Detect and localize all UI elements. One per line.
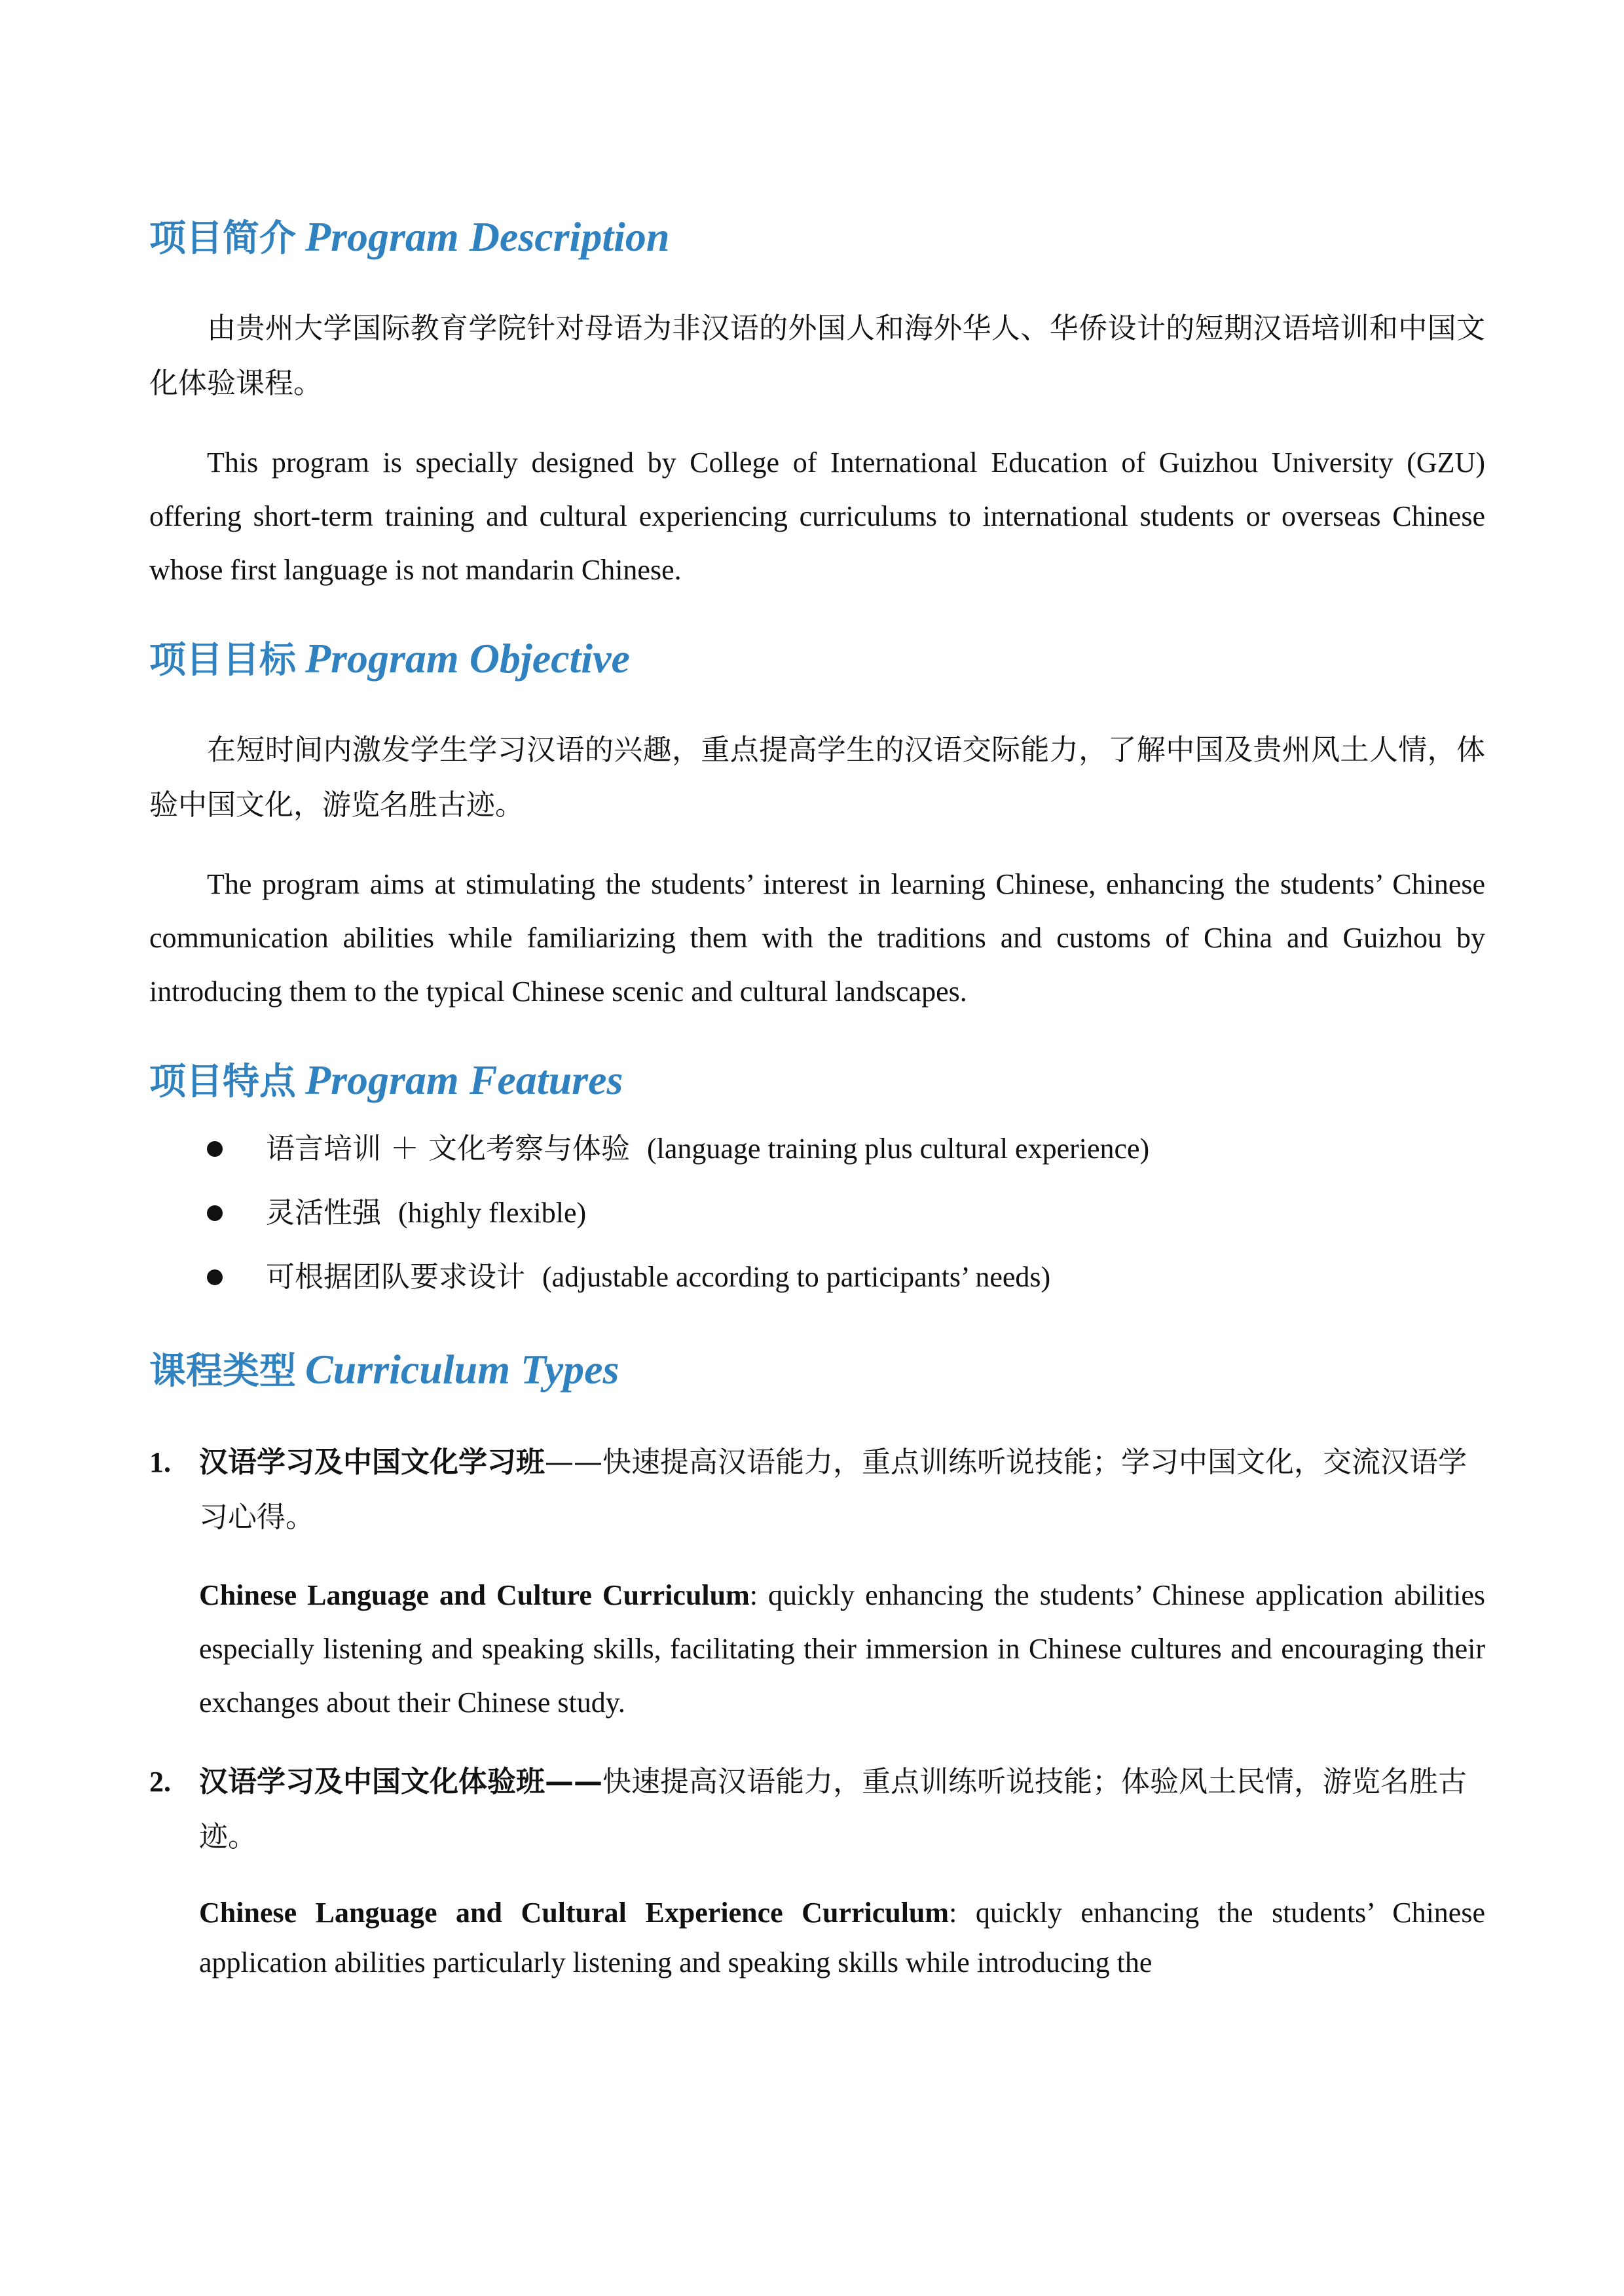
feature-en: (adjustable according to participants’ needs) xyxy=(542,1261,1051,1293)
course-title-en: Chinese Language and Culture Curriculum xyxy=(199,1579,750,1611)
document-page xyxy=(149,210,1485,1988)
course-desc-zh: ——快速提高汉语能力，重点训练听说技能；学习中国文化，交流汉语学习心得。 xyxy=(199,1446,1467,1534)
course-description-zh xyxy=(199,1435,1485,1545)
feature-zh: 灵活性强 xyxy=(266,1196,381,1230)
title-zh: 课程类型 xyxy=(149,1350,296,1393)
features-list xyxy=(149,1117,1485,1309)
title-en: Program Features xyxy=(305,1057,623,1103)
title-zh: 项目目标 xyxy=(149,639,296,682)
section-title-features xyxy=(149,1053,1485,1108)
feature-zh: 语言培训 ＋ 文化考察与体验 xyxy=(266,1132,630,1165)
course-desc-en: : quickly enhancing the students’ Chinese application abilities particularly listening and speaking skills while introducing the xyxy=(199,1897,1485,1978)
course-desc-en: : quickly enhancing the students’ Chinese application abilities especially listening and speaking skills, facilitating their immersion in Chinese cultures and encouraging their exchanges about their Chinese study. xyxy=(199,1579,1485,1719)
bullet-dot-icon xyxy=(207,1205,223,1221)
course-item-2 xyxy=(149,1755,1485,1988)
feature-en: (highly flexible) xyxy=(398,1197,587,1229)
course-title-zh: 汉语学习及中国文化学习班 xyxy=(199,1446,545,1479)
list-item xyxy=(149,1245,1485,1309)
description-paragraph-en: This program is specially designed by College of International Education of Guizhou University (GZU) offering short-term training and cultural experiencing curriculums to international students or overseas Chinese whose first language is not mandarin Chinese. xyxy=(149,446,1485,586)
section-title-curriculum xyxy=(149,1342,1485,1397)
section-title-objective xyxy=(149,631,1485,686)
course-description-en xyxy=(199,1569,1485,1730)
course-number: 2. xyxy=(149,1766,171,1798)
course-number: 1. xyxy=(149,1446,171,1478)
title-zh: 项目简介 xyxy=(149,217,296,260)
bullet-dot-icon xyxy=(207,1269,223,1285)
feature-en: (language training plus cultural experience) xyxy=(646,1133,1150,1165)
course-description-en xyxy=(199,1888,1485,1988)
list-item xyxy=(149,1181,1485,1245)
course-title-zh: 汉语学习及中国文化体验班—— xyxy=(199,1765,602,1798)
list-item xyxy=(149,1117,1485,1181)
section-title-description xyxy=(149,210,1485,264)
title-en: Program Objective xyxy=(305,635,630,682)
title-zh: 项目特点 xyxy=(149,1061,296,1103)
course-item-1 xyxy=(149,1435,1485,1730)
description-paragraph-zh: 由贵州大学国际教育学院针对母语为非汉语的外国人和海外华人、华侨设计的短期汉语培训和中国文化体验课程。 xyxy=(149,312,1485,400)
course-desc-zh: 快速提高汉语能力，重点训练听说技能；体验风土民情，游览名胜古迹。 xyxy=(199,1765,1467,1853)
title-en: Curriculum Types xyxy=(305,1346,619,1393)
feature-zh: 可根据团队要求设计 xyxy=(266,1260,525,1294)
objective-paragraph-zh: 在短时间内激发学生学习汉语的兴趣，重点提高学生的汉语交际能力，了解中国及贵州风土人情，体验中国文化，游览名胜古迹。 xyxy=(149,733,1485,822)
bullet-dot-icon xyxy=(207,1141,223,1157)
course-title-en: Chinese Language and Cultural Experience Curriculum xyxy=(199,1897,950,1929)
objective-paragraph-en: The program aims at stimulating the students’ interest in learning Chinese, enhancing the students’ Chinese communication abilities while familiarizing them with the traditions and customs of China and Guizhou by introducing them to the typical Chinese scenic and cultural landscapes. xyxy=(149,868,1485,1008)
course-description-zh xyxy=(199,1755,1485,1865)
title-en: Program Description xyxy=(305,213,670,260)
